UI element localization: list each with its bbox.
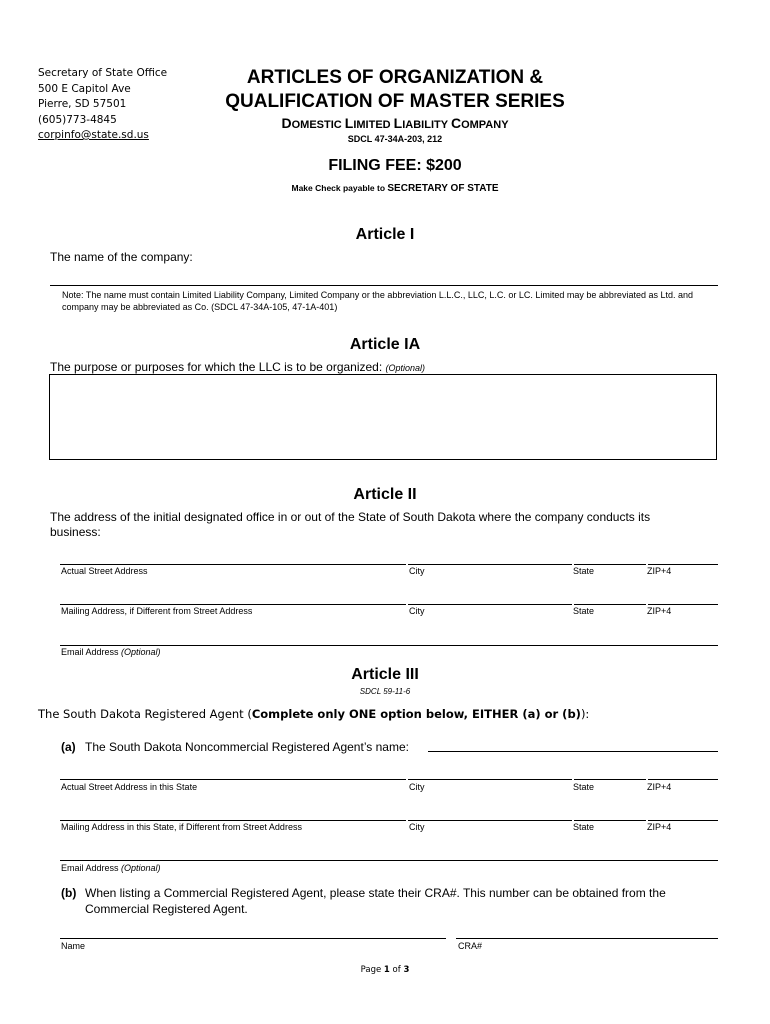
agent-mailing-state-label: State: [573, 822, 595, 832]
page-of: of: [389, 965, 404, 975]
agent-zip-label: ZIP+4: [647, 782, 672, 792]
page-total: 3: [403, 965, 410, 975]
office-state-label: State: [573, 566, 595, 576]
office-email-optional: (Optional): [121, 647, 161, 657]
cra-number-field[interactable]: [456, 938, 718, 939]
agent-city-field[interactable]: [408, 779, 572, 780]
form-subtitle: [170, 115, 620, 133]
office-street: 500 E Capitol Ave: [38, 82, 131, 95]
office-mailing-city-field[interactable]: [408, 604, 572, 605]
office-city-label: City: [409, 566, 425, 576]
subtitle-c: C: [450, 115, 462, 131]
agent-mailing-field[interactable]: [60, 820, 406, 821]
office-mailing-label: Mailing Address, if Different from Street Address: [61, 606, 253, 616]
option-a-text: The South Dakota Noncommercial Registered Agent’s name:: [85, 740, 409, 754]
subtitle-l-rest: IMITED: [353, 119, 394, 131]
purpose-textarea[interactable]: [49, 374, 717, 460]
office-street-label: Actual Street Address: [61, 566, 148, 576]
agent-street-label: Actual Street Address in this State: [61, 782, 198, 792]
header-statute: SDCL 47-34A-203, 212: [347, 134, 443, 144]
agent-email-optional: (Optional): [121, 863, 161, 873]
article-2-prompt: The address of the initial designated office in or out of the State of South Dakota where the company conducts its business:: [50, 510, 651, 539]
office-email-label-text: Email Address: [61, 647, 122, 657]
option-b-marker: (b): [61, 886, 77, 900]
article-3-intro-suffix: ):: [580, 707, 590, 721]
office-city-field[interactable]: [408, 564, 572, 565]
check-prefix: Make Check payable to: [291, 183, 388, 193]
agent-email-field[interactable]: [60, 860, 718, 861]
office-email-field[interactable]: [60, 645, 718, 646]
subtitle-d: D: [281, 115, 292, 131]
title-line-1: ARTICLES OF ORGANIZATION &: [246, 67, 544, 88]
article-1-heading: Article I: [355, 226, 415, 243]
page-prefix: Page: [360, 965, 384, 975]
subtitle-lb-rest: IABILITY: [402, 119, 451, 131]
office-city: Pierre, SD 57501: [38, 98, 127, 110]
check-payee: SECRETARY OF STATE: [387, 183, 499, 194]
office-mailing-zip-label: ZIP+4: [647, 606, 672, 616]
office-mailing-state-field[interactable]: [574, 604, 646, 605]
agent-street-field[interactable]: [60, 779, 406, 780]
office-street-field[interactable]: [60, 564, 406, 565]
form-title: [170, 66, 620, 114]
article-3-intro-prefix: The South Dakota Registered Agent (: [38, 707, 252, 721]
article-3-intro-bold: Complete only ONE option below, EITHER (a) or (b): [251, 707, 581, 721]
office-email-label: [61, 647, 161, 657]
office-mailing-zip-field[interactable]: [648, 604, 718, 605]
article-2-heading: Article II: [353, 486, 417, 503]
office-name: Secretary of State Office: [38, 67, 168, 79]
office-state-field[interactable]: [574, 564, 646, 565]
commercial-agent-name-field[interactable]: [60, 938, 446, 939]
office-mailing-state-label: State: [573, 606, 595, 616]
agent-email-label: [61, 863, 161, 873]
article-1-note: Note: The name must contain Limited Liability Company, Limited Company or the abbreviation L.L.C., LLC, L.C. or LC. Limited may be abbreviated as Ltd. and company may be abbreviated as Co. (SDCL 47-34A-105, 47-1A-401): [62, 290, 693, 312]
agent-state-field[interactable]: [574, 779, 646, 780]
office-address: [38, 66, 167, 144]
check-payable: [170, 178, 620, 196]
page-number: [0, 965, 770, 975]
agent-mailing-label: Mailing Address in this State, if Different from Street Address: [61, 822, 302, 832]
filing-fee: FILING FEE: $200: [328, 157, 462, 174]
company-name-field[interactable]: [50, 285, 718, 286]
agent-city-label: City: [409, 782, 425, 792]
title-line-2: QUALIFICATION OF MASTER SERIES: [225, 91, 565, 112]
agent-zip-field[interactable]: [648, 779, 718, 780]
agent-state-label: State: [573, 782, 595, 792]
cra-number-label: CRA#: [458, 941, 483, 951]
agent-mailing-zip-field[interactable]: [648, 820, 718, 821]
page-current: 1: [383, 965, 390, 975]
option-a-marker: (a): [61, 740, 76, 754]
office-phone: (605)773-4845: [38, 113, 117, 126]
office-email-link[interactable]: corpinfo@state.sd.us: [38, 129, 149, 141]
agent-mailing-zip-label: ZIP+4: [647, 822, 672, 832]
subtitle-c-rest: OMPANY: [461, 119, 509, 131]
commercial-agent-name-label: Name: [61, 941, 86, 951]
article-1a-prompt-text: The purpose or purposes for which the LLC is to be organized:: [50, 360, 386, 374]
office-mailing-field[interactable]: [60, 604, 406, 605]
article-3-heading: Article III: [351, 666, 419, 683]
article-3-intro: [38, 707, 589, 721]
article-1a-optional: (Optional): [385, 363, 426, 373]
noncommercial-agent-name-field[interactable]: [428, 751, 718, 752]
article-3-statute: SDCL 59-11-6: [359, 687, 411, 696]
agent-mailing-state-field[interactable]: [574, 820, 646, 821]
office-zip-field[interactable]: [648, 564, 718, 565]
subtitle-lb: L: [393, 115, 403, 131]
article-1a-prompt: [50, 360, 425, 374]
agent-mailing-city-field[interactable]: [408, 820, 572, 821]
agent-mailing-city-label: City: [409, 822, 425, 832]
subtitle-l: L: [344, 115, 354, 131]
subtitle-d-rest: OMESTIC: [291, 119, 345, 131]
office-zip-label: ZIP+4: [647, 566, 672, 576]
article-1a-heading: Article IA: [349, 336, 421, 353]
agent-email-label-text: Email Address: [61, 863, 122, 873]
office-mailing-city-label: City: [409, 606, 425, 616]
article-1-prompt: The name of the company:: [50, 250, 193, 264]
option-b-text: When listing a Commercial Registered Agent, please state their CRA#. This number can be obtained from the Commercial Registered Agent.: [85, 886, 666, 916]
